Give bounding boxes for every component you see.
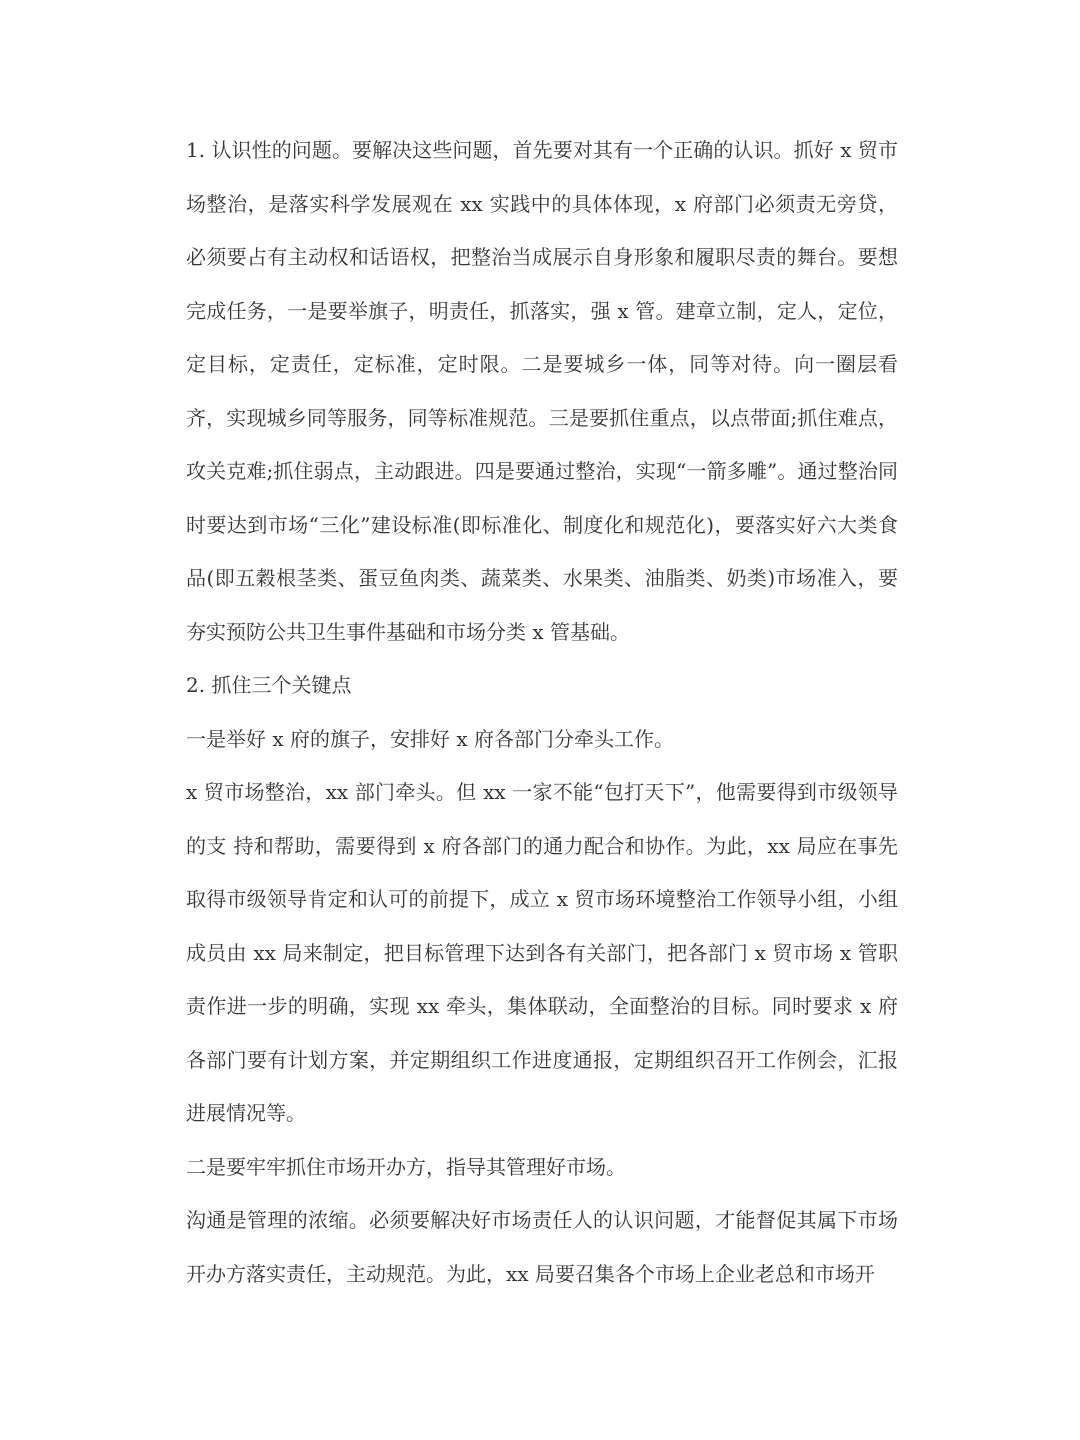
paragraph-point-one-body: x 贸市场整治，xx 部门牵头。但 xx 一家不能“包打天下”，他需要得到市级领导的支 持和帮助，需要得到 x 府各部门的通力配合和协作。为此，xx 局应在事先取得市级领导肯定和认可的前提下，成立 x 贸市场环境整治工作领导小组，小组成员由 xx 局来制定，把目标管理下达到各有关部门，把各部门 x 贸市场 x 管职责作进一步的明确，实现 xx 牵头，集体联动，全面整治的目标。同时要求 x 府各部门要有计划方案，并定期组织工作进度通报，定期组织召开工作例会，汇报进展情况等。 <box>186 780 898 1125</box>
document-page <box>186 124 898 1301</box>
paragraph-point-two-body: 沟通是管理的浓缩。必须要解决好市场责任人的认识问题，才能督促其属下市场开办方落实责任，主动规范。为此，xx 局要召集各个市场上企业老总和市场开 <box>186 1208 898 1286</box>
paragraph-point-one-heading: 一是举好 x 府的旗子，安排好 x 府各部门分牵头工作。 <box>186 726 674 751</box>
paragraph-recognition-issue: 1. 认识性的问题。要解决这些问题，首先要对其有一个正确的认识。抓好 x 贸市场整治，是落实科学发展观在 xx 实践中的具体体现，x 府部门必须责无旁贷，必须要占有主动权和话语权，把整治当成展示自身形象和履职尽责的舞台。要想完成任务，一是要举旗子，明责任，抓落实，强 x 管。建章立制，定人，定位，定目标，定责任，定标准，定时限。二是要城乡一体，同等对待。向一圈层看齐，实现城乡同等服务，同等标准规范。三是要抓住重点，以点带面;抓住难点，攻关克难;抓住弱点，主动跟进。四是要通过整治，实现“一箭多雕”。通过整治同时要达到市场“三化”建设标准(即标准化、制度化和规范化)，要落实好六大类食品(即五穀根茎类、蛋豆鱼肉类、蔬菜类、水果类、油脂类、奶类)市场准入，要夯实预防公共卫生事件基础和市场分类 x 管基础。 <box>186 138 898 644</box>
paragraph-point-two-heading: 二是要牢牢抓住市场开办方，指导其管理好市场。 <box>186 1154 626 1179</box>
heading-three-key-points: 2. 抓住三个关键点 <box>186 673 352 697</box>
